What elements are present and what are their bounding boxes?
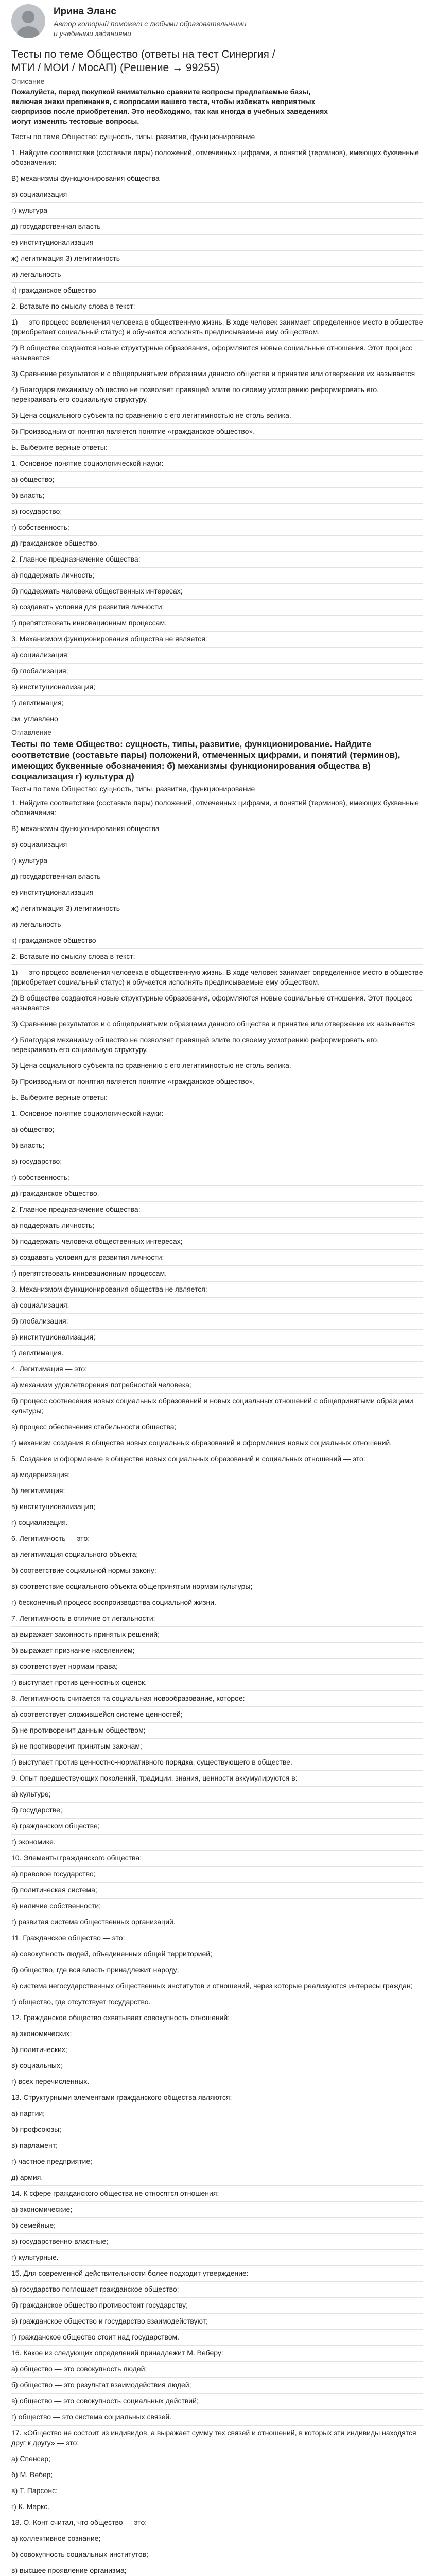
question-line: г) гражданское общество стоит над государством. (11, 2330, 423, 2346)
user-avatar-icon (11, 4, 45, 38)
question-line: г) бесконечный процесс воспроизводства социальной жизни. (11, 1595, 423, 1611)
question-line: а) государство поглощает гражданское общество; (11, 2282, 423, 2298)
question-line: е) институционализация (11, 885, 423, 901)
question-line: г) развитая система общественных организаций. (11, 1914, 423, 1930)
question-line: 5. Создание и оформление в обществе новых социальных образований и социальных отношений — это: (11, 1451, 423, 1467)
question-line: а) поддержать личность; (11, 1218, 423, 1234)
question-line: а) совокупность людей, объединенных общей территорией; (11, 1946, 423, 1962)
question-line: а) общество; (11, 472, 423, 488)
question-line: а) модернизация; (11, 1467, 423, 1483)
question-line: в) общество — это совокупность социальных действий; (11, 2394, 423, 2410)
question-line: б) гражданское общество противостоит государству; (11, 2298, 423, 2314)
author-subtitle: Автор который поможет с любыми образовательными и учебными заданиями (54, 20, 247, 38)
question-line: б) процесс соотнесения новых социальных образований и новых социальных отношений с общепринятыми образцами культуры; (11, 1394, 423, 1419)
question-line: д) государственная власть (11, 219, 423, 235)
question-line: д) государственная власть (11, 869, 423, 885)
question-line: в) государство; (11, 1154, 423, 1170)
question-line: 7. Легитимность в отличие от легальности: (11, 1611, 423, 1627)
question-line: в) государственно-властные; (11, 2234, 423, 2250)
question-line: г) собственность; (11, 1170, 423, 1186)
question-line: г) легитимация. (11, 1346, 423, 1362)
contents-label: Оглавление (11, 728, 52, 736)
question-line: 1. Основное понятие социологической науки: (11, 1106, 423, 1122)
question-line: 1. Найдите соответствие (составьте пары) положений, отмеченных цифрами, и понятий (терминов), имеющих буквенные обозначения: (11, 795, 423, 821)
question-line: д) гражданское общество. (11, 1186, 423, 1202)
question-line: в) социальных; (11, 2058, 423, 2074)
question-line: 12. Гражданское общество охватывает совокупность отношений: (11, 2010, 423, 2026)
question-line: в) создавать условия для развития личности; (11, 600, 423, 616)
question-line: 16. Какое из следующих определений принадлежит М. Веберу: (11, 2346, 423, 2362)
question-line: а) соответствует сложившейся системе ценностей; (11, 1707, 423, 1723)
question-line: 1. Основное понятие социологической науки: (11, 456, 423, 472)
question-line: 18. О. Конт считал, что общество — это: (11, 2515, 423, 2531)
question-line: б) не противоречит данным обществом; (11, 1723, 423, 1739)
question-line: 10. Элементы гражданского общества: (11, 1851, 423, 1867)
question-line: 5) Цена социального субъекта по сравнению с его легитимностью не столь велика. (11, 1058, 423, 1074)
question-line: г) К. Маркс. (11, 2499, 423, 2515)
question-line: 4) Благодаря механизму общество не позволяет правящей элите по своему усмотрению реформировать его, перекраивать его социальную структуру. (11, 1032, 423, 1058)
question-line: 2. Вставьте по смыслу слова в текст: (11, 299, 423, 315)
question-line: в) соответствие социального объекта общепринятым нормам культуры; (11, 1579, 423, 1595)
question-line: 6) Производным от понятия является понятие «гражданское общество». (11, 1074, 423, 1090)
question-line: г) культура (11, 203, 423, 219)
question-line: г) собственность; (11, 520, 423, 536)
question-line: 1) — это процесс вовлечения человека в общественную жизнь. В ходе человек занимает определенное место в обществе (приобретает социальный статус) и обучается исполнять предписываемые ему обществом. (11, 965, 423, 991)
question-line: а) экономические; (11, 2202, 423, 2218)
question-line: в) институционализация; (11, 1330, 423, 1346)
question-line: 4. Легитимация — это: (11, 1362, 423, 1378)
question-line: 11. Гражданское общество — это: (11, 1930, 423, 1946)
question-line: 6) Производным от понятия является понятие «гражданское общество». (11, 424, 423, 440)
question-line: к) гражданское общество (11, 933, 423, 949)
question-line: б) семейные; (11, 2218, 423, 2234)
question-line: б) совокупность социальных институтов; (11, 2547, 423, 2563)
question-line: в) институционализация; (11, 1499, 423, 1515)
question-line: в) Т. Парсонс; (11, 2483, 423, 2499)
question-line: см. углавлено (11, 711, 423, 727)
question-line: а) общество — это совокупность людей; (11, 2362, 423, 2378)
question-line: б) политических; (11, 2042, 423, 2058)
question-line: г) легитимация; (11, 696, 423, 711)
question-line: 3) Сравнение результатов и с общепринятыми образцами данного общества и принятие или отвержение их называется (11, 366, 423, 382)
question-line: г) частное предприятие; (11, 2154, 423, 2170)
question-line: и) легальность (11, 917, 423, 933)
question-line: 13. Структурными элементами гражданского общества являются: (11, 2090, 423, 2106)
question-line: е) институционализация (11, 235, 423, 251)
question-line: в) парламент; (11, 2138, 423, 2154)
question-line: а) легитимация социального объекта; (11, 1547, 423, 1563)
question-line: а) общество; (11, 1122, 423, 1138)
question-line: г) экономике. (11, 1835, 423, 1851)
question-line: г) культурные. (11, 2250, 423, 2266)
question-line: 9. Опыт предшествующих поколений, традиции, знания, ценности аккумулируются в: (11, 1771, 423, 1787)
question-line: к) гражданское общество (11, 283, 423, 299)
question-line: 4) Благодаря механизму общество не позволяет правящей элите по своему усмотрению реформировать его, перекраивать его социальную структуру. (11, 382, 423, 408)
question-line: 2) В обществе создаются новые структурные образования, оформляются новые социальные отношения. Этот процесс называется (11, 341, 423, 366)
question-line: д) гражданское общество. (11, 536, 423, 552)
question-line: в) социализация (11, 187, 423, 203)
question-line: б) М. Вебер; (11, 2467, 423, 2483)
question-line: В) механизмы функционирования общества (11, 821, 423, 837)
question-line: в) социализация (11, 837, 423, 853)
question-line: г) механизм создания в обществе новых социальных образований и оформления новых социальных отношений. (11, 1435, 423, 1451)
question-line: б) профсоюзы; (11, 2122, 423, 2138)
question-line: г) выступает против ценностно-нормативного порядка, существующего в обществе. (11, 1755, 423, 1771)
question-line: в) процесс обеспечения стабильности общества; (11, 1419, 423, 1435)
question-line: в) наличие собственности; (11, 1899, 423, 1914)
question-line: 2) В обществе создаются новые структурные образования, оформляются новые социальные отношения. Этот процесс называется (11, 991, 423, 1016)
contents-heading: Тесты по теме Общество: сущность, типы, развитие, функционирование. Найдите соответствие (составьте пары) положений, отмеченных цифрами, и понятий (терминов), имеющих буквенные обозначения: б) механизмы функционирования общества в) социализация г) культура д) (11, 739, 400, 782)
question-line: а) социализация; (11, 1298, 423, 1314)
question-line: ж) легитимация 3) легитимность (11, 901, 423, 917)
question-line: а) правовое государство; (11, 1867, 423, 1883)
question-line: а) партии; (11, 2106, 423, 2122)
question-line: 3. Механизмом функционирования общества не является: (11, 632, 423, 648)
question-line: в) гражданское общество и государство взаимодействуют; (11, 2314, 423, 2330)
question-line: г) всех перечисленных. (11, 2074, 423, 2090)
question-line: 2. Вставьте по смыслу слова в текст: (11, 949, 423, 965)
author-header (11, 4, 425, 39)
question-line: а) Спенсер; (11, 2451, 423, 2467)
question-line: 1) — это процесс вовлечения человека в общественную жизнь. В ходе человек занимает определенное место в обществе (приобретает социальный статус) и обучается исполнять предписываемые ему обществом. (11, 315, 423, 341)
question-line: б) политическая система; (11, 1883, 423, 1899)
intro-warning: Пожалуйста, перед покупкой внимательно сравните вопросы предлагаемые базы, включая знаки препинания, с вопросами вашего теста, чтобы избежать неприятных сюрпризов после приобретения. Это необходимо, так как иногда в учебных заведениях могут изменять тестовые вопросы. (11, 88, 328, 125)
question-line: б) поддержать человека общественных интересах; (11, 1234, 423, 1250)
question-line: а) культуре; (11, 1787, 423, 1803)
question-line: г) препятствовать инновационным процессам. (11, 616, 423, 632)
question-line: в) институционализация; (11, 680, 423, 696)
question-line: б) власть; (11, 1138, 423, 1154)
question-line: б) глобализация; (11, 664, 423, 680)
question-line: и) легальность (11, 267, 423, 283)
author-name[interactable]: Ирина Эланс (54, 6, 116, 17)
question-line: г) социализация. (11, 1515, 423, 1531)
question-line: б) государстве; (11, 1803, 423, 1819)
question-list-b (11, 795, 425, 2576)
question-line: ж) легитимация 3) легитимность (11, 251, 423, 267)
question-line: 17. «Общество не состоит из индивидов, а выражает сумму тех связей и отношений, в которых эти индивиды находятся друг к другу» — это: (11, 2426, 423, 2451)
question-line: г) общество, где отсутствует государство. (11, 1994, 423, 2010)
question-line: б) общество, где вся власть принадлежит народу; (11, 1962, 423, 1978)
question-line: а) экономических; (11, 2026, 423, 2042)
question-line: а) социализация; (11, 648, 423, 664)
contents-subtitle: Тесты по теме Общество: сущность, типы, развитие, функционирование (11, 785, 255, 793)
question-line: б) выражает признание населением; (11, 1643, 423, 1659)
question-line: б) соответствие социальной нормы закону; (11, 1563, 423, 1579)
question-line: 3. Механизмом функционирования общества не является: (11, 1282, 423, 1298)
question-line: б) общество — это результат взаимодействия людей; (11, 2378, 423, 2394)
question-line: 14. К сфере гражданского общества не относятся отношения: (11, 2186, 423, 2202)
question-line: Ь. Выберите верные ответы: (11, 440, 423, 456)
question-line: в) государство; (11, 504, 423, 520)
question-line: а) механизм удовлетворения потребностей человека; (11, 1378, 423, 1394)
question-line: б) власть; (11, 488, 423, 504)
question-line: в) система негосударственных общественных институтов и отношений, через которые реализуются интересы граждан; (11, 1978, 423, 1994)
question-line: а) выражает законность принятых решений; (11, 1627, 423, 1643)
question-line: г) препятствовать инновационным процессам. (11, 1266, 423, 1282)
question-line: г) культура (11, 853, 423, 869)
question-line: в) гражданском обществе; (11, 1819, 423, 1835)
question-line: 15. Для современной действительности более подходит утверждение: (11, 2266, 423, 2282)
question-line: б) поддержать человека общественных интересах; (11, 584, 423, 600)
question-line: 3) Сравнение результатов и с общепринятыми образцами данного общества и принятие или отвержение их называется (11, 1016, 423, 1032)
question-list-a (11, 129, 425, 727)
question-line: г) выступает против ценностных оценок. (11, 1675, 423, 1691)
question-line: а) коллективное сознание; (11, 2531, 423, 2547)
question-line: б) глобализация; (11, 1314, 423, 1330)
question-line: б) легитимация; (11, 1483, 423, 1499)
question-line: 2. Главное предназначение общества: (11, 552, 423, 568)
description-label: Описание (11, 77, 45, 86)
question-line: в) создавать условия для развития личности; (11, 1250, 423, 1266)
question-line: Ь. Выберите верные ответы: (11, 1090, 423, 1106)
avatar[interactable] (11, 4, 45, 38)
question-line: г) общество — это система социальных связей. (11, 2410, 423, 2426)
question-line: 8. Легитимность считается та социальная новообразование, которое: (11, 1691, 423, 1707)
question-line: в) соответствует нормам права; (11, 1659, 423, 1675)
question-line: 6. Легитимность — это: (11, 1531, 423, 1547)
author-info (54, 4, 249, 39)
question-line: В) механизмы функционирования общества (11, 171, 423, 187)
question-line: в) высшее проявление организма; (11, 2563, 423, 2576)
question-line: в) не противоречит принятым законам; (11, 1739, 423, 1755)
question-line: а) поддержать личность; (11, 568, 423, 584)
question-line: 1. Найдите соответствие (составьте пары) положений, отмеченных цифрами, и понятий (терминов), имеющих буквенные обозначения: (11, 145, 423, 171)
question-line: Тесты по теме Общество: сущность, типы, развитие, функционирование (11, 129, 423, 145)
page-title: Тесты по теме Общество (ответы на тест Синергия / МТИ / МОИ / МосАП) (Решение → 99255) (11, 48, 275, 74)
question-line: 5) Цена социального субъекта по сравнению с его легитимностью не столь велика. (11, 408, 423, 424)
question-line: д) армия. (11, 2170, 423, 2186)
question-line: 2. Главное предназначение общества: (11, 1202, 423, 1218)
